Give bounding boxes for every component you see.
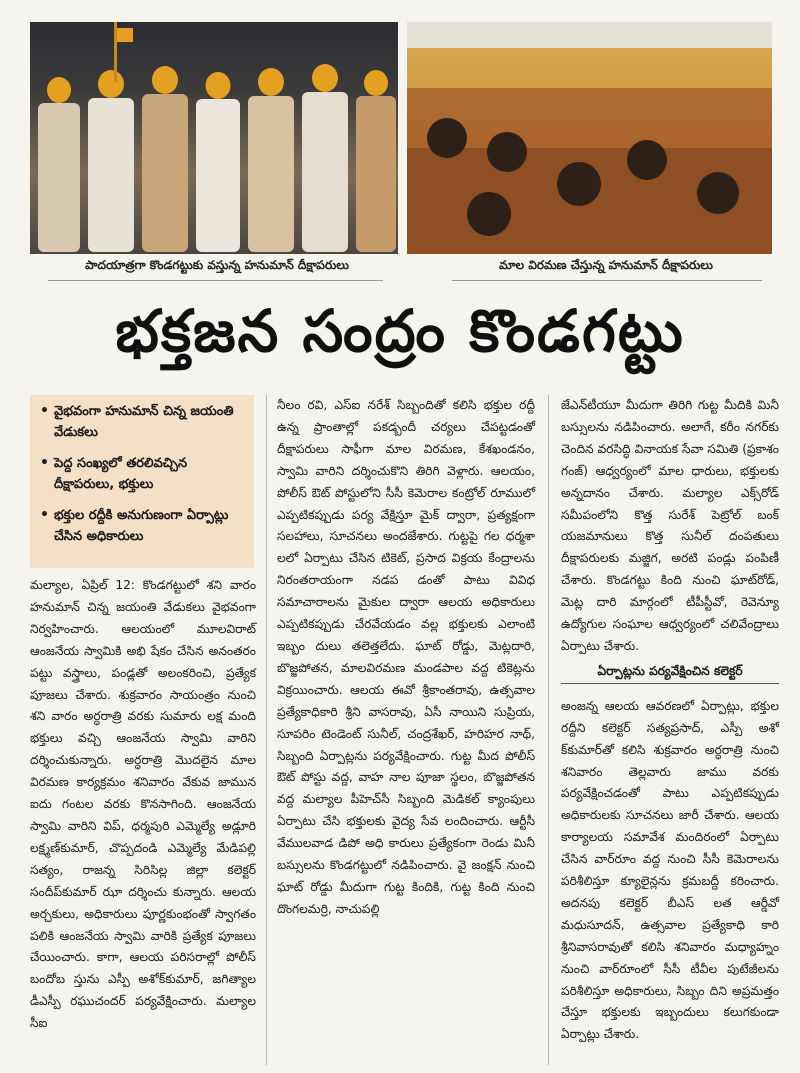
article-column-1 — [30, 575, 256, 1035]
column-divider — [266, 395, 267, 1065]
article-paragraph: అంజన్న ఆలయ ఆవరణలో ఏర్పాట్లు, భక్తుల రద్దీని కలెక్టర్ సత్యప్రసాద్, ఎస్పీ అశో క్‌కుమార్‌తో కలిసి శుక్రవారం అర్ధరాత్రి నుంచి శనివారం తెల్లవారు జాము వరకు పర్యవేక్షించడంతో పాటు ఎప్పటికప్పుడు అధికారులకు సూచనలు జారీ చేశారు. ఆలయ కార్యాలయ సమావేశ మందిరంలో ఏర్పాటు చేసిన వార్‌రూం వద్ద నుంచి సీసీ కెమెరాలను పరిశీలిస్తూ క్యూలైన్లను క్రమబద్దీ కరించారు. అదనపు కలెక్టర్ బీఎస్ లత ఆర్డీవో మధుసూదన్, ఉత్సవాల ప్రత్యేకాధి కారి శ్రీనివాసరావుతో కలిసి శనివారం మధ్యాహ్నం నుంచి వార్‌రూంలో సీసీ టీవీల పుటేజీలను పరిశీలిస్తూ అధికారులు, సిబ్బం దిని అప్రమత్తం చేస్తూ భక్తులకు ఇబ్బందులు కలుగకుండా ఏర్పాట్లు చేశారు. — [561, 698, 779, 1042]
column-divider — [548, 395, 549, 1065]
photo-devotees-procession — [30, 22, 398, 254]
caption-divider-right — [452, 280, 762, 281]
highlight-text: పెద్ద సంఖ్యలో తరలివచ్చిన దీక్షాపరులు, భక్తులు — [54, 456, 188, 492]
highlight-item — [40, 453, 244, 495]
article-column-3 — [561, 395, 779, 1046]
bullet-icon: • — [40, 455, 49, 471]
subheading: ఏర్పాట్లను పర్యవేక్షించిన కలెక్టర్ — [561, 661, 779, 684]
photo-caption-left: పాదయాత్రగా కొండగట్టుకు వస్తున్న హనుమాన్ దీక్షాపరులు — [85, 258, 349, 272]
photo-mala-viramana — [407, 22, 772, 254]
highlights-box — [30, 395, 254, 568]
highlight-item — [40, 505, 244, 547]
highlight-item — [40, 401, 244, 443]
photo-caption-right: మాల విరమణ చేస్తున్న హనుమాన్ దీక్షాపరులు — [499, 258, 713, 272]
highlight-text: వైభవంగా హనుమాన్ చిన్న జయంతి వేడుకలు — [54, 404, 234, 440]
bullet-icon: • — [40, 403, 49, 419]
caption-divider-left — [48, 280, 383, 281]
headline: భక్తజన సంద్రం కొండగట్టు — [115, 297, 685, 365]
article-paragraph: మల్యాల, ఏప్రిల్ 12: కొండగట్టులో శని వారం హనుమాన్ చిన్న జయంతి వేడుకలు వైభవంగా నిర్వహించారు. ఆలయంలో మూలవిరాట్ ఆంజనేయ స్వామికి అభి షేకం చేసిన అనంతరం పట్టు వస్త్రాలు, పండ్లతో అలంకరించి, ప్రత్యేక పూజలు చేశారు. శుక్రవారం సాయంత్రం నుంచి శని వారం అర్ధరాత్రి వరకు సుమారు లక్ష మంది భక్తులు వచ్చి ఆంజనేయ స్వామి వారిని దర్శించుకున్నారు. అర్ధరాత్రి మొదలైన మాల విరమణ కార్యక్రమం శనివారం వేకువ జామున ఐదు గంటల వరకు కొనసాగింది. ఆంజనేయ స్వామి వారిని విప్, ధర్మపురి ఎమ్మెల్యే అడ్లూరి లక్ష్మణ్‌కుమార్, చొప్పదండి ఎమ్మెల్యే మేడిపల్లి సత్యం, రాజన్న సిరిసిల్ల జిల్లా కలెక్టర్ సందీప్‌కుమార్ ఝా దర్శించు కున్నారు. ఆలయ అర్చకులు, అధికారులు పూర్ణకుంభంతో స్వాగతం పలికి ఆంజనేయ స్వామి వారికి ప్రత్యేక పూజలు చేయించారు. కాగా, ఆలయ పరిసరాల్లో పోలీస్ బందోబ స్తును ఎస్పీ అశోక్‌కుమార్, జగిత్యాల డీఎస్పీ రఘుచందర్ పర్యవేక్షించారు. మల్యాల సీఐ — [30, 578, 256, 1031]
bullet-icon: • — [40, 507, 49, 523]
article-column-2 — [277, 395, 535, 921]
article-paragraph: జేఎన్‌టీయూ మీదుగా తిరిగి గుట్ట మీదికి మినీ బస్సులను నడిపించారు. అలాగే, కరీం నగర్‌కు చెందిన వరసిద్ధి వినాయక సేవా సమితి (ప్రకాశం గంజ్) ఆధ్వర్యంలో మాల ధారులు, భక్తులకు అన్నదానం చేశారు. మల్యాల ఎక్స్‌రోడ్ సమీపంలోని కొత్త సురేశ్ పెట్రోల్ బంక్ యజమానులు కొత్త సునీల్ దంపతులు దీక్షాపరులకు మజ్జిగ, అరటి పండ్లు పంపిణీ చేశారు. కొండగట్టు కింది నుంచి ఘాట్‌రోడ్, మెట్ల దారి మార్గంలో టీపీస్టీవో, రెవెన్యూ ఉద్యోగుల సంఘాల ఆధ్వర్యంలో చలివేంద్రాలు ఏర్పాటు చేశారు. — [561, 398, 779, 653]
highlight-text: భక్తుల రద్దీకి అనుగుణంగా ఏర్పాట్లు చేసిన అధికారులు — [54, 508, 229, 544]
article-paragraph: నీలం రవి, ఎస్ఐ నరేశ్ సిబ్బందితో కలిసి భక్తుల రద్దీ ఉన్న ప్రాంతాల్లో పకడ్బందీ చర్యలు చేపట్టడంతో దీక్షాపరులు సాఫీగా మాల విరమణ, కేశఖండనం, స్వామి వారిని దర్శించుకొని తిరిగి వెళ్లారు. ఆలయం, పోలీస్ ఔట్ పోస్టులోని సీసీ కెమెరాల కంట్రోల్ రూములో ఎప్పటికప్పుడు పర్య వేక్షిస్తూ మైక్ ద్వారా, ప్రత్యక్షంగా సలహాలు, సూచనలు అందజేశారు. గుట్టపై గల ధర్మశా లలో ఏర్పాటు చేసిన టికెట్, ప్రసాద విక్రయ కేంద్రాలను నిరంతరాయంగా నడప డంతో పాటు వివిధ సమాచారాలను మైకుల ద్వారా ఆలయ అధికారులు ఎప్పటికప్పుడు చేరవేయడం వల్ల భక్తులకు ఎలాంటి ఇబ్బం దులు తలెత్తలేదు. ఘాట్ రోడ్డు, మెట్లదారి, బొజ్జపోతన, మాలవిరమణ మండపాల వద్ద టికెట్లను విక్రయించారు. ఆలయ ఈవో శ్రీకాంతరావు, ఉత్సవాల ప్రత్యేకాధికారి శ్రీని వాసరావు, ఏసీ నాయిని సుప్రియ, సూపరిం టెండెంట్ సునీల్, చంద్రశేఖర్, హరిహర నాథ్, సిబ్బంది ఏర్పాట్లను పర్యవేక్షించారు. గుట్ట మీద పోలీస్ ఔట్ పోస్టు వద్ద, వాహ నాల పూజా స్థలం, బొజ్జపోతన వద్ద మల్యాల పీహెచ్‌సీ సిబ్బంది మెడికల్ క్యాంపులు ఏర్పాటు చేసి భక్తులకు వైద్య సేవ లందించారు. ఆర్టీసీ వేములవాడ డిపో అధి కారులు ప్రత్యేకంగా రెండు మినీ బస్సులను కొండగట్టులో నడిపించారు. వై జంక్షన్ నుంచి ఘాట్ రోడ్డు మీదుగా గుట్ట కిందికి, గుట్ట కింది నుంచి దొంగలమర్రి, నాచుపల్లి — [277, 398, 535, 916]
